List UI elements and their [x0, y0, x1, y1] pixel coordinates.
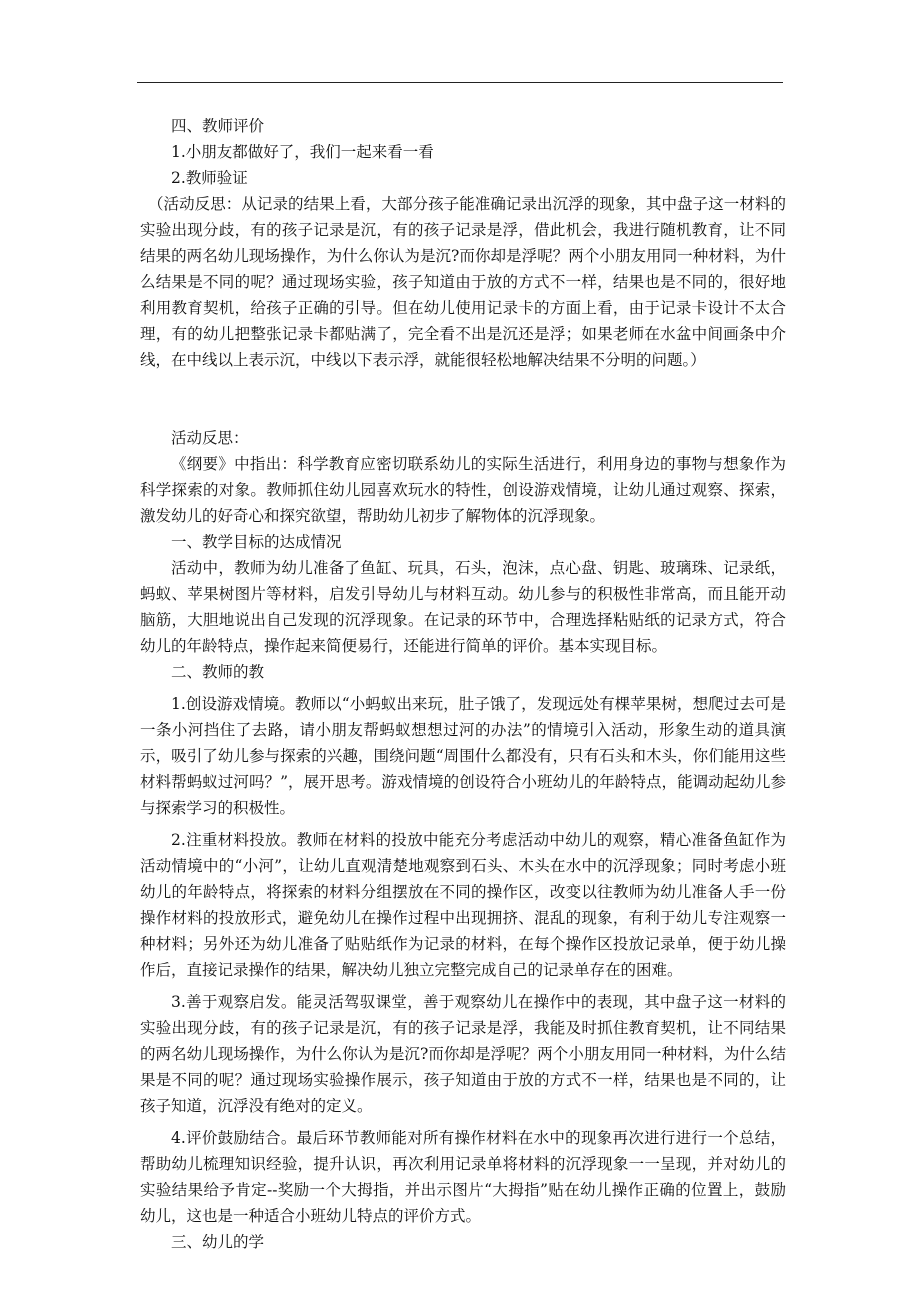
evaluation-item-2: 2.教师验证	[171, 169, 248, 187]
evaluation-item-1: 1.小朋友都做好了，我们一起来看一看	[171, 143, 434, 161]
part2-heading: 二、教师的教	[171, 663, 265, 681]
teaching-point-3: 3.善于观察启发。能灵活驾驭课堂，善于观察幼儿在操作中的表现，其中盘子这一材料的实验出现分歧，有的孩子记录是沉，有的孩子记录是浮，我能及时抓住教育契机，让不同结果的两名幼儿现场操作，为什么你认为是沉?而你却是浮呢？两个小朋友用同一种材料，为什么结果是不同的呢？通过现场实验操作展示，孩子知道由于放的方式不一样，结果也是不同的，让孩子知道，沉浮没有绝对的定义。	[140, 993, 786, 1115]
teaching-point-4: 4.评价鼓励结合。最后环节教师能对所有操作材料在水中的现象再次进行进行一个总结，帮助幼儿梳理知识经验，提升认识，再次利用记录单将材料的沉浮现象一一呈现，并对幼儿的实验结果给予肯定--奖励一个大拇指，并出示图片“大拇指”贴在幼儿操作正确的位置上，鼓励幼儿，这也是一种适合小班幼儿特点的评价方式。	[140, 1129, 786, 1225]
part3-heading: 三、幼儿的学	[171, 1233, 265, 1251]
reflection-intro: 《纲要》中指出：科学教育应密切联系幼儿的实际生活进行，利用身边的事物与想象作为科学探索的对象。教师抓住幼儿园喜欢玩水的特性，创设游戏情境，让幼儿通过观察、探索，激发幼儿的好奇心和探究欲望，帮助幼儿初步了解物体的沉浮现象。	[140, 455, 786, 525]
evaluation-reflection-note: （活动反思：从记录的结果上看，大部分孩子能准确记录出沉浮的现象，其中盘子这一材料的实验出现分歧，有的孩子记录是沉，有的孩子记录是浮，借此机会，我进行随机教育，让不同结果的两名幼儿现场操作，为什么你认为是沉?而你却是浮呢？两个小朋友用同一种材料，为什么结果是不同的呢？通过现场实验，孩子知道由于放的方式不一样，结果也是不同的，很好地利用教育契机，给孩子正确的引导。但在幼儿使用记录卡的方面上看，由于记录卡设计不太合理，有的幼儿把整张记录卡都贴满了，完全看不出是沉还是浮；如果老师在水盆中间画条中介线，在中线以上表示沉，中线以下表示浮，就能很轻松地解决结果不分明的问题。）	[140, 195, 786, 369]
teaching-point-1: 1.创设游戏情境。教师以“小蚂蚁出来玩，肚子饿了，发现远处有棵苹果树，想爬过去可是一条小河挡住了去路，请小朋友帮蚂蚁想想过河的办法”的情境引入活动，形象生动的道具演示，吸引了幼儿参与探索的兴趣，围绕问题“周围什么都没有，只有石头和木头，你们能用这些材料帮蚂蚁过河吗？”，展开思考。游戏情境的创设符合小班幼儿的年龄特点，能调动起幼儿参与探索学习的积极性。	[140, 695, 786, 817]
document-body	[140, 113, 786, 1255]
header-rule	[137, 82, 783, 83]
part1-heading: 一、教学目标的达成情况	[171, 533, 342, 551]
blank-spacer	[140, 373, 786, 425]
section-heading-evaluation: 四、教师评价	[171, 117, 265, 135]
reflection-heading: 活动反思：	[171, 429, 249, 447]
teaching-point-2: 2.注重材料投放。教师在材料的投放中能充分考虑活动中幼儿的观察，精心准备鱼缸作为活动情境中的“小河”，让幼儿直观清楚地观察到石头、木头在水中的沉浮现象；同时考虑小班幼儿的年龄特点，将探索的材料分组摆放在不同的操作区，改变以往教师为幼儿准备人手一份操作材料的投放形式，避免幼儿在操作过程中出现拥挤、混乱的现象，有利于幼儿专注观察一种材料；另外还为幼儿准备了贴贴纸作为记录的材料，在每个操作区投放记录单，便于幼儿操作后，直接记录操作的结果，解决幼儿独立完整完成自己的记录单存在的困难。	[140, 831, 786, 979]
part1-text: 活动中，教师为幼儿准备了鱼缸、玩具，石头，泡沫，点心盘、钥匙、玻璃珠、记录纸，蚂蚁、苹果树图片等材料，启发引导幼儿与材料互动。幼儿参与的积极性非常高，而且能开动脑筋，大胆地说出自己发现的沉浮现象。在记录的环节中，合理选择粘贴纸的记录方式，符合幼儿的年龄特点，操作起来简便易行，还能进行简单的评价。基本实现目标。	[140, 559, 786, 655]
